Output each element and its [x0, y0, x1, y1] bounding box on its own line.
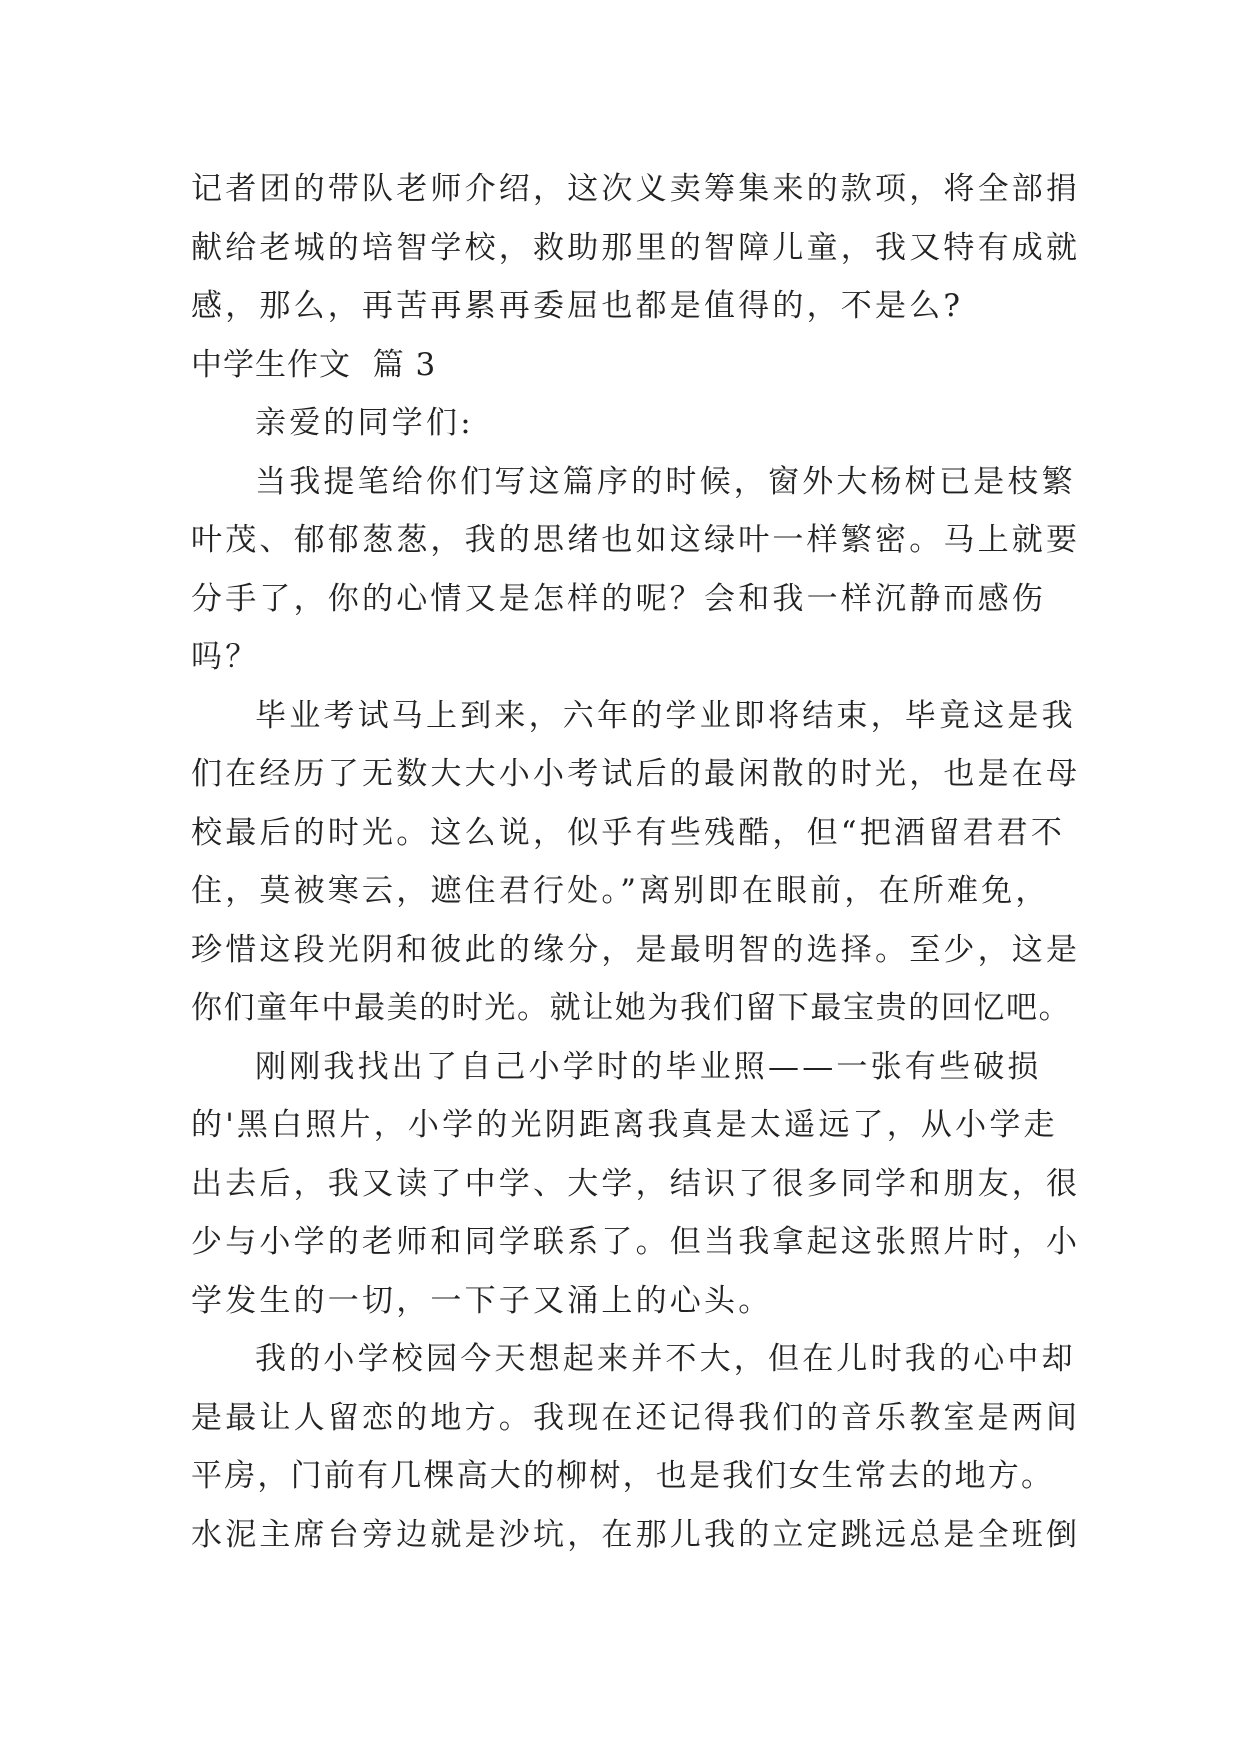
text-line: 们在经历了无数大大小小考试后的最闲散的时光，也是在母 [191, 756, 1081, 792]
text-line: 叶茂、郁郁葱葱，我的思绪也如这绿叶一样繁密。马上就要 [191, 522, 1081, 558]
text-line: 当我提笔给你们写这篇序的时候，窗外大杨树已是枝繁 [255, 463, 1076, 500]
text-line: 珍惜这段光阴和彼此的缘分，是最明智的选择。至少，这是 [191, 931, 1081, 968]
section-heading: 中学生作文 篇 3 [191, 346, 437, 383]
text-line: 水泥主席台旁边就是沙坑，在那儿我的立定跳远总是全班倒 [191, 1516, 1081, 1553]
text-line: 少与小学的老师和同学联系了。但当我拿起这张照片时，小 [191, 1224, 1081, 1260]
text-line: 感，那么，再苦再累再委屈也都是值得的，不是么? [191, 288, 964, 324]
intro-paragraph [191, 160, 1081, 336]
text-line: 平房，门前有几棵高大的柳树，也是我们女生常去的地方。 [191, 1458, 1055, 1494]
text-line: 分手了，你的心情又是怎样的呢？会和我一样沉静而感伤 [191, 580, 1046, 617]
text-line: 我的小学校园今天想起来并不大，但在儿时我的心中却 [255, 1341, 1076, 1377]
greeting: 亲爱的同学们: [255, 405, 474, 441]
text-line: 校最后的时光。这么说，似乎有些残酷，但“把酒留君君不 [191, 814, 1066, 851]
document-body [191, 160, 1081, 1564]
text-line: 的'黑白照片，小学的光阴距离我真是太遥远了，从小学走 [191, 1107, 1058, 1143]
text-line: 吗？ [191, 639, 260, 675]
paragraph-1 [191, 453, 1081, 687]
text-line: 毕业考试马上到来，六年的学业即将结束，毕竟这是我 [255, 697, 1076, 734]
paragraph-3 [191, 1038, 1081, 1331]
paragraph-4 [191, 1330, 1081, 1564]
text-line: 献给老城的培智学校，救助那里的智障儿童，我又特有成就 [191, 229, 1081, 266]
text-line: 记者团的带队老师介绍，这次义卖筹集来的款项，将全部捐 [191, 171, 1081, 207]
text-line: 刚刚我找出了自己小学时的毕业照——一张有些破损 [255, 1048, 1042, 1085]
text-line: 你们童年中最美的时光。就让她为我们留下最宝贵的回忆吧。 [191, 990, 1072, 1026]
text-line: 是最让人留恋的地方。我现在还记得我们的音乐教室是两间 [191, 1399, 1081, 1436]
text-line: 出去后，我又读了中学、大学，结识了很多同学和朋友，很 [191, 1165, 1081, 1202]
text-line: 学发生的一切，一下子又涌上的心头。 [191, 1282, 773, 1319]
text-line: 住，莫被寒云，遮住君行处。”离别即在眼前，在所难免， [191, 873, 1050, 909]
paragraph-2 [191, 687, 1081, 1038]
